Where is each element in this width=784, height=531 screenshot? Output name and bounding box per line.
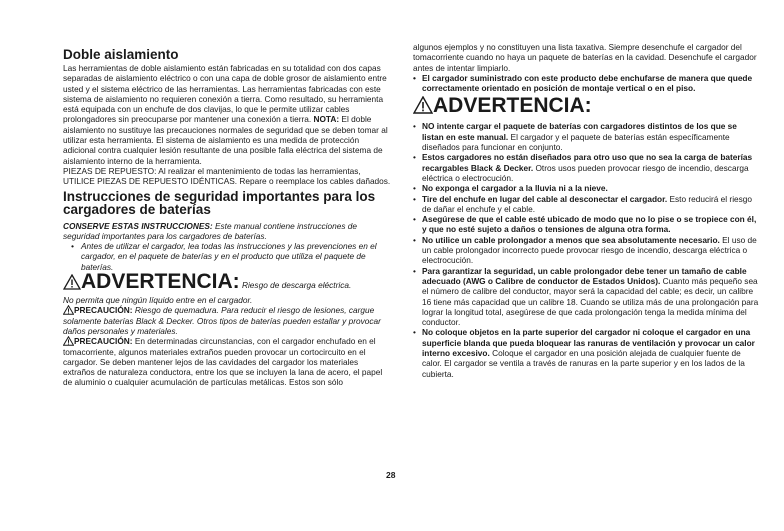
- list-item: [413, 121, 760, 152]
- nota-label: NOTA:: [313, 114, 340, 125]
- left-column: [63, 47, 391, 388]
- double-insulation-paragraph: [63, 63, 391, 166]
- list-item: • Antes de utilizar el cargador, lea todas las instrucciones y las prevenciones en el cargador, en el paquete de baterías y en el producto que utiliza el paquete de baterías.: [63, 241, 391, 272]
- list-item-bold: NO intente cargar el paquete de baterías con cargadores distintos de los que se listan en este manual.: [422, 121, 737, 142]
- warning-subtext: Riesgo de descarga eléctrica.: [239, 280, 352, 291]
- caution-burn-paragraph: [63, 305, 391, 336]
- right-column: [413, 42, 760, 379]
- warning-triangle-icon: [413, 96, 433, 114]
- list-item: [413, 214, 760, 235]
- warning-heading: [413, 94, 760, 118]
- list-item: [413, 235, 760, 266]
- continuation-paragraph: algunos ejemplos y no constituyen una lista taxativa. Siempre desenchufe el cargador del tomacorriente cuando no haya un paquete de baterías en la cavidad. Desenchufe el cargador antes de intentar limpiarlo.: [413, 42, 757, 73]
- warning-heading: [63, 272, 391, 295]
- list-item: [413, 183, 760, 193]
- caution-foreign-text: En determinadas circunstancias, con el cargador enchufado en el tomacorriente, algunos materiales extraños pueden provocar un cortocircuito en el cargador. Se deben mantener lejos de las cavidades del cargador los materiales extraños de naturaleza conductora, entre los que se incluyen la lana de acero, el papel de aluminio o cualquier acumulación de partículas metálicas. Estos son sólo: [63, 336, 383, 388]
- caution-label: PRECAUCIÓN:: [74, 336, 133, 347]
- list-item: [413, 327, 760, 378]
- list-item: [413, 266, 760, 328]
- list-item-bold: Para garantizar la seguridad, un cable prolongador debe tener un tamaño de cable adecuado (AWG o Calibre de conductor de Estados Unidos).: [422, 265, 747, 286]
- section-title-charger-safety: Instrucciones de seguridad importantes para los cargadores de baterías: [63, 188, 376, 218]
- page-number: 28: [386, 470, 396, 480]
- warning-label: ADVERTENCIA:: [433, 94, 592, 118]
- caution-foreign-material-paragraph: [63, 336, 391, 387]
- list-item-bold: No exponga el cargador a la lluvia ni a la nieve.: [422, 183, 608, 194]
- caution-label: PRECAUCIÓN:: [74, 305, 133, 316]
- warning-list: [413, 121, 760, 378]
- caution-burn-text: Riesgo de quemadura. Para reducir el riesgo de lesiones, cargue solamente baterías Black & Decker. Otros tipos de baterías pueden estallar y provocar daños personales y materiales.: [63, 305, 381, 336]
- list-item-text: Otros usos pueden provocar riesgo de incendio, descarga eléctrica o electrocución.: [422, 162, 749, 183]
- conserve-text: Este manual contiene instrucciones de seguridad importantes para los cargadores de baterías.: [63, 220, 358, 241]
- list-item-bold: Asegúrese de que el cable esté ubicado de modo que no lo pise o se tropiece con él, y que no esté sujeto a daños o tensiones de alguna otra forma.: [422, 214, 757, 235]
- conserve-paragraph: [63, 221, 391, 242]
- double-insulation-text: Las herramientas de doble aislamiento están fabricadas en su totalidad con dos capas separadas de aislamiento eléctrico o con una capa de doble grosor de aislamiento entre usted y el sistema eléctrico de las herramientas. Las herramientas fabricadas con este sistema de aislamiento no requieren conexión a tierra. Como resultado, su herramienta está equipada con un enchufe de dos clavijas, lo que le permite utilizar cables prolongadores sin preocuparse por mantener una conexión a tierra.: [63, 63, 387, 125]
- list-item-bold: Estos cargadores no están diseñados para otro uso que no sea la carga de baterías recargables Black & Decker.: [422, 152, 753, 173]
- warning-label: ADVERTENCIA:: [81, 270, 240, 294]
- list-item: • El cargador suministrado con este producto debe enchufarse de manera que quede correctamente orientado en posición de montaje vertical o en el piso.: [413, 73, 760, 94]
- warning-triangle-icon: [63, 336, 74, 346]
- no-liquid-line: No permita que ningún líquido entre en el cargador.: [63, 295, 253, 306]
- list-item-bold: Tire del enchufe en lugar del cable al desconectar el cargador.: [422, 193, 668, 204]
- conserve-label: CONSERVE ESTAS INSTRUCCIONES:: [63, 220, 213, 231]
- list-item-text: Esto reducirá el riesgo de dañar el enchufe y el cable.: [422, 193, 753, 214]
- nota-text: El doble aislamiento no sustituye las precauciones normales de seguridad que se deben tomar al utilizar esta herramienta. El sistema de aislamiento es una medida de protección adicional contra cualquier lesión resultante de una posible falla eléctrica del sistema de aislamiento interno de la herramienta.: [63, 114, 388, 166]
- list-item: [413, 194, 760, 215]
- list-item-bold: No utilice un cable prolongador a menos que sea absolutamente necesario.: [422, 234, 720, 245]
- list-item-bold: No coloque objetos en la parte superior del cargador ni coloque el cargador en una superficie blanda que pueda bloquear las ranuras de ventilación y provocar un calor interno excesivo.: [422, 327, 755, 359]
- warning-triangle-icon: [63, 274, 81, 290]
- list-item-text: Coloque el cargador en una posición alejada de cualquier fuente de calor. El cargador se ventila a través de ranuras en la parte superior y en los lados de la cubierta.: [422, 348, 745, 379]
- section-title-double-insulation: Doble aislamiento: [63, 47, 179, 62]
- list-item: [413, 152, 760, 183]
- list-item-text: El cargador y el paquete de baterías están específicamente diseñados para funcionar en conjunto.: [422, 131, 730, 153]
- list-item-text: El uso de un cable prolongador incorrecto puede provocar riesgo de incendio, descarga eléctrica o electrocución.: [422, 234, 757, 266]
- warning-triangle-icon: [63, 305, 74, 315]
- list-item-text: Cuanto más pequeño sea el número de calibre del conductor, mayor será la capacidad del cable; es decir, un calibre 16 tiene más capacidad que un calibre 18. Cuando se utiliza más de una prolongación para lograr la longitud total, asegúrese de que cada prolongación tenga la medida mínima del conductor.: [422, 275, 759, 328]
- replacement-parts-paragraph: PIEZAS DE REPUESTO: Al realizar el mantenimiento de todas las herramientas, UTILICE PIEZAS DE REPUESTO IDÉNTICAS. Repare o reemplace los cables dañados.: [63, 165, 391, 187]
